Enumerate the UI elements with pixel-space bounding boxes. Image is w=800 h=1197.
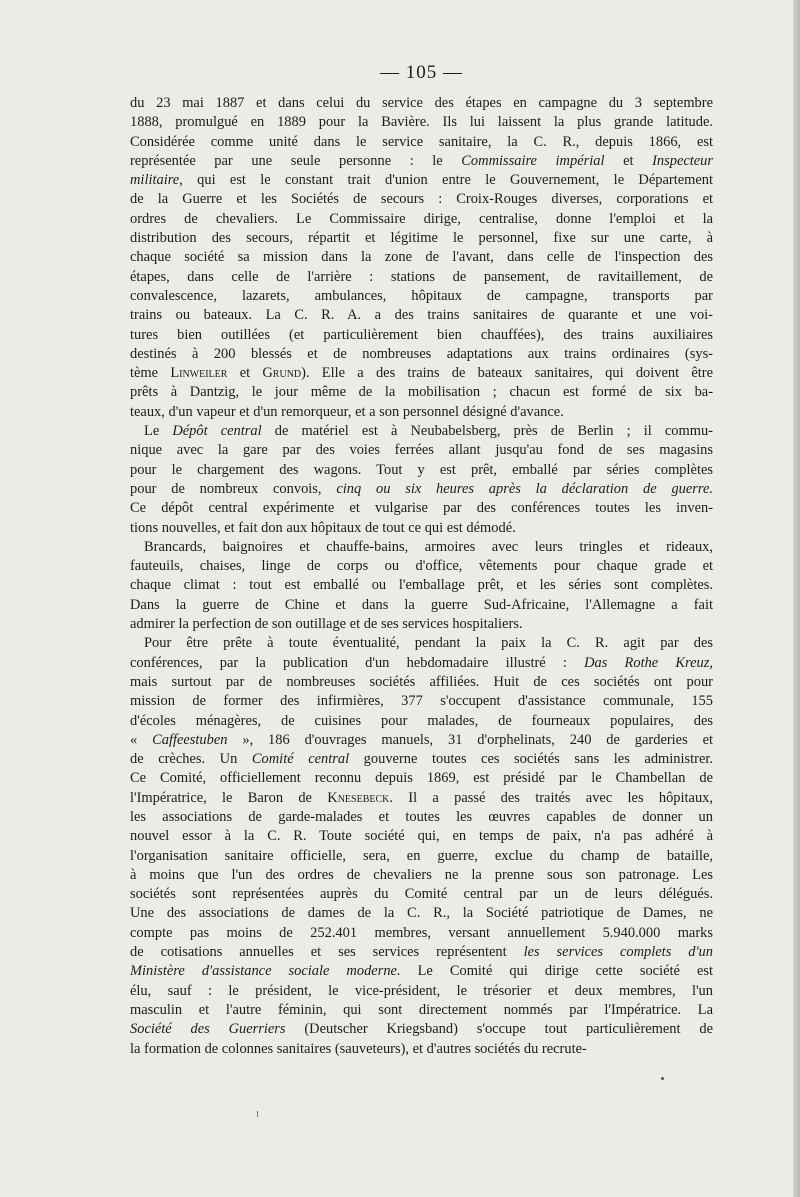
small-caps-name: Linweiler <box>170 365 228 382</box>
page-number: — 105 — <box>380 62 463 83</box>
text-span: teaux, d'un vapeur et d'un remorqueur, et a son personnel désigné d'avance. <box>130 403 564 420</box>
italic-span: Comité central <box>251 751 350 768</box>
text-span: représentée par une seule personne : le <box>130 152 462 169</box>
text-span: Le Comité qui dirige cette société est <box>400 963 713 980</box>
text-span: masculin et l'autre féminin, qui sont directement nommés par l'Impératrice. La <box>130 1001 713 1018</box>
text-span: tures bien outillées (et particulièrement bien chauffées), des trains auxiliaires <box>130 326 713 343</box>
text-span: nique avec la gare par des voies ferrées allant jusqu'au fond de ses magasins <box>130 442 713 459</box>
text-line <box>130 171 713 190</box>
text-line <box>130 692 713 711</box>
italic-span: les services complets d'un <box>523 944 713 961</box>
text-line <box>130 229 713 248</box>
book-page <box>130 62 713 1059</box>
text-span: mission de former des infirmières, 377 s'occupent d'assistance communale, 155 <box>130 693 713 710</box>
text-line <box>130 596 713 615</box>
italic-span: militaire, <box>130 172 183 189</box>
text-line <box>130 94 713 113</box>
text-span: conférences, par la publication d'un hebdomadaire illustré : <box>130 654 585 671</box>
italic-span: Société des Guerriers <box>130 1021 286 1038</box>
text-line <box>130 1040 713 1059</box>
small-caps-name: Grund <box>262 365 302 382</box>
italic-span: Commissaire impérial <box>461 152 605 169</box>
text-span: gouverne toutes ces sociétés sans les administrer. <box>349 751 713 768</box>
text-line <box>130 499 713 518</box>
text-span: de matériel est à Neubabelsberg, près de Berlin ; il commu- <box>261 423 713 440</box>
text-line <box>130 1001 713 1020</box>
text-span: chaque climat : tout est emballé ou l'emballage prêt, et les séries sont complètes. <box>130 577 713 594</box>
italic-span: Das Rothe Kreuz, <box>584 654 713 671</box>
text-span: chaque société sa mission dans la zone de l'avant, dans celle de l'inspection des <box>130 249 713 266</box>
text-span: Pour être prête à toute éventualité, pendant la paix la C. R. agit par des <box>144 635 713 652</box>
text-line <box>130 152 713 171</box>
text-line <box>130 383 713 402</box>
text-span: compte pas moins de 252.401 membres, versant annuellement 5.940.000 marks <box>130 924 713 941</box>
text-line <box>130 847 713 866</box>
text-span: prêts à Dantzig, le jour même de la mobilisation ; chacun est formé de six ba- <box>130 384 713 401</box>
text-line <box>130 673 713 692</box>
text-line <box>130 712 713 731</box>
text-span: Ce dépôt central expérimente et vulgarise par des conférences toutes les inven- <box>130 500 713 517</box>
text-span: ). Elle a des trains de bateaux sanitaires, qui doivent être <box>301 365 714 382</box>
text-span: admirer la perfection de son outillage et de ses services hospitaliers. <box>130 616 523 633</box>
text-line <box>130 210 713 229</box>
page-edge <box>793 0 800 1197</box>
text-line <box>130 615 713 634</box>
text-line <box>130 576 713 595</box>
text-span: tème <box>130 365 171 382</box>
ink-mark <box>257 1111 258 1117</box>
text-span: Une des associations de dames de la C. R., la Société patriotique de Dames, ne <box>130 905 713 922</box>
text-span: trains ou bateaux. La C. R. A. a des trains sanitaires de quarante et une voi- <box>130 307 713 324</box>
text-line <box>130 519 713 538</box>
text-span: et <box>227 365 263 382</box>
text-span: . Il a passé des traités avec les hôpitaux, <box>389 789 713 806</box>
italic-span: Inspecteur <box>652 152 714 169</box>
text-line <box>130 113 713 132</box>
text-span: nouvel essor à la C. R. Toute société qui, en temps de paix, n'a pas adhéré à <box>130 828 713 845</box>
text-line <box>130 924 713 943</box>
text-line <box>130 480 713 499</box>
text-line <box>130 248 713 267</box>
text-span: Dans la guerre de Chine et dans la guerre Sud-Africaine, l'Allemagne a fait <box>130 596 713 613</box>
text-line <box>130 943 713 962</box>
italic-span: Caffeestuben <box>152 731 228 748</box>
text-line <box>130 982 713 1001</box>
text-span: pour le chargement des wagons. Tout y est prêt, emballé par séries complètes <box>130 461 713 478</box>
text-span: l'organisation sanitaire officielle, sera, en guerre, exclue du champ de bataille, <box>130 847 713 864</box>
text-line <box>130 1020 713 1039</box>
text-span: fauteuils, chaises, linge de corps ou d'office, vêtements pour chaque grade et <box>130 558 713 575</box>
text-line <box>130 750 713 769</box>
text-line <box>130 866 713 885</box>
text-span: Le <box>144 423 173 440</box>
text-span: Ce Comité, officiellement reconnu depuis 1869, est présidé par le Chambellan de <box>130 770 713 787</box>
text-span: la formation de colonnes sanitaires (sauveteurs), et d'autres sociétés du recrute- <box>130 1040 587 1057</box>
text-line <box>130 326 713 345</box>
text-span: l'Impératrice, le Baron de <box>130 789 328 806</box>
small-caps-name: Knesebeck <box>327 789 390 806</box>
text-line <box>130 634 713 653</box>
text-line <box>130 441 713 460</box>
text-line <box>130 364 713 383</box>
ink-speck <box>661 1077 664 1080</box>
text-span: (Deutscher Kriegsband) s'occupe tout particulièrement de <box>285 1021 713 1038</box>
italic-span: cinq ou six heures après la déclaration de guerre. <box>336 480 714 497</box>
text-span: du 23 mai 1887 et dans celui du service des étapes en campagne du 3 septembre <box>130 95 713 111</box>
text-line <box>130 190 713 209</box>
text-span: destinés à 200 blessés et de nombreuses adaptations aux trains ordinaires (sys- <box>130 345 713 362</box>
text-span: de crèches. Un <box>130 751 252 768</box>
text-line <box>130 904 713 923</box>
text-span: d'écoles ménagères, de cuisines pour malades, de fourneaux populaires, des <box>130 712 713 729</box>
text-span: convalescence, lazarets, ambulances, hôpitaux de campagne, transports par <box>130 287 713 304</box>
text-span: et <box>604 152 653 169</box>
text-span: Brancards, baignoires et chauffe-bains, armoires avec leurs tringles et rideaux, <box>144 538 713 555</box>
text-span: de la Guerre et les Sociétés de secours : Croix-Rouges diverses, corporations et <box>130 191 713 208</box>
text-span: qui est le constant trait d'union entre le Gouvernement, le Département <box>182 172 713 189</box>
text-span: sociétés sont représentées auprès du Comité central par un de leurs délégués. <box>130 886 713 903</box>
text-line <box>130 287 713 306</box>
text-line <box>130 654 713 673</box>
text-span: à moins que l'un des ordres de chevaliers ne la prenne sous son patronage. Les <box>130 866 713 883</box>
text-span: », 186 d'ouvrages manuels, 31 d'orphelinats, 240 de garderies et <box>227 731 713 748</box>
text-line <box>130 133 713 152</box>
text-line <box>130 422 713 441</box>
text-line <box>130 731 713 750</box>
text-line <box>130 345 713 364</box>
text-line <box>130 268 713 287</box>
text-line <box>130 962 713 981</box>
text-span: Considérée comme unité dans le service sanitaire, la C. R., depuis 1866, est <box>130 133 713 150</box>
text-span: « <box>130 731 153 748</box>
text-line <box>130 461 713 480</box>
text-span: pour de nombreux convois, <box>130 480 337 497</box>
text-line <box>130 557 713 576</box>
text-line <box>130 827 713 846</box>
text-span: mais surtout par de nombreuses sociétés affiliées. Huit de ces sociétés ont pour <box>130 673 713 690</box>
text-line <box>130 808 713 827</box>
text-span: de cotisations annuelles et ses services représentent <box>130 944 524 961</box>
text-span: étapes, dans celle de l'arrière : stations de pansement, de ravitaillement, de <box>130 268 713 285</box>
text-line <box>130 306 713 325</box>
italic-span: Dépôt central <box>172 423 262 440</box>
text-line <box>130 538 713 557</box>
body-text <box>130 94 713 1059</box>
text-span: élu, sauf : le président, le vice-président, le trésorier et deux membres, l'un <box>130 982 713 999</box>
text-line <box>130 769 713 788</box>
text-span: tions nouvelles, et fait don aux hôpitaux de tout ce qui est démodé. <box>130 519 516 536</box>
text-line <box>130 789 713 808</box>
text-span: distribution des secours, répartit et légitime le personnel, fixe sur une carte, à <box>130 230 713 247</box>
text-span: 1888, promulgué en 1889 pour la Bavière. Ils lui laissent la plus grande latitude. <box>130 114 713 131</box>
text-span: ordres de chevaliers. Le Commissaire dirige, centralise, donne l'emploi et la <box>130 210 713 227</box>
italic-span: Ministère d'assistance sociale moderne. <box>130 963 401 980</box>
text-line <box>130 403 713 422</box>
text-line <box>130 885 713 904</box>
text-span: les associations de garde-malades et toutes les œuvres capables de donner un <box>130 808 713 825</box>
